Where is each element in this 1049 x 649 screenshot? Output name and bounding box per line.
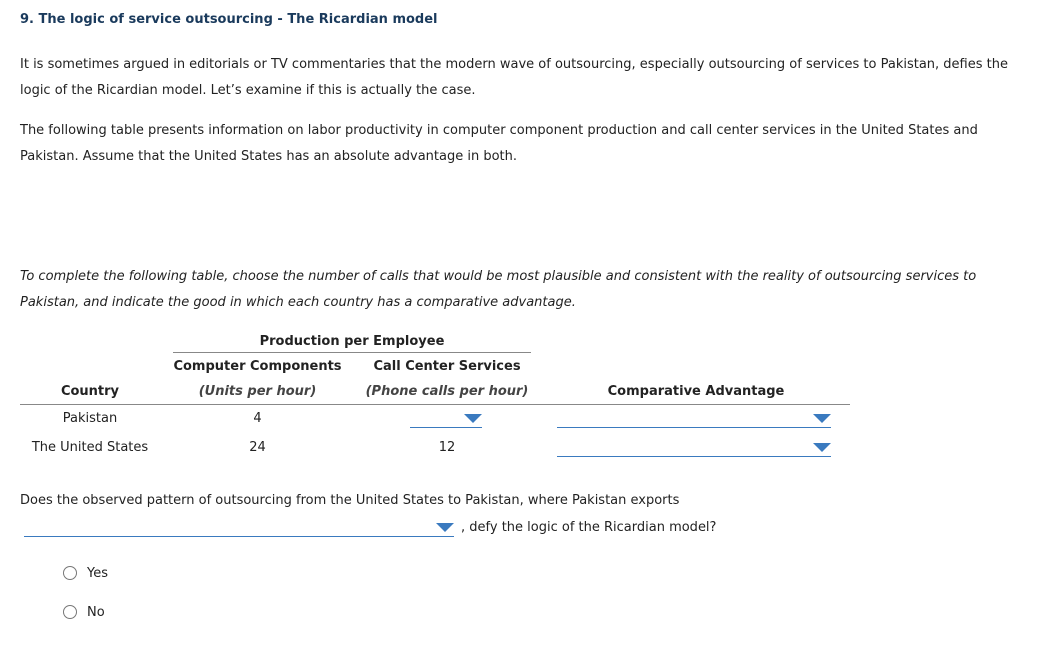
- col-header-country: Country: [60, 384, 120, 399]
- intro-paragraph-1: It is sometimes argued in editorials or TV commentaries that the modern wave of outsourcing, especially outsourcing of services to Pakistan, defies the logic of the Ricardian model. Let’s examine if this is actually the case.: [20, 57, 1008, 98]
- group-header-divider: [173, 352, 531, 353]
- chevron-down-icon: [813, 443, 831, 452]
- question-suffix: , defy the logic of the Ricardian model?: [461, 520, 717, 535]
- computer-cell: 4: [253, 411, 262, 426]
- col-header-calls-unit: (Phone calls per hour): [365, 384, 529, 399]
- group-header-production: Production per Employee: [259, 334, 445, 349]
- radio-label-yes[interactable]: Yes: [87, 566, 108, 581]
- page-title: 9. The logic of service outsourcing - The Ricardian model: [20, 12, 438, 27]
- chevron-down-icon: [464, 414, 482, 423]
- chevron-down-icon: [436, 523, 454, 532]
- radio-label-no[interactable]: No: [87, 605, 105, 620]
- country-cell: The United States: [31, 440, 149, 455]
- export-good-dropdown[interactable]: [24, 520, 454, 537]
- chevron-down-icon: [813, 414, 831, 423]
- country-cell: Pakistan: [62, 411, 118, 426]
- radio-yes[interactable]: [63, 566, 77, 580]
- question-text: Does the observed pattern of outsourcing from the United States to Pakistan, where Pakistan exports: [20, 493, 680, 508]
- col-header-advantage: Comparative Advantage: [607, 384, 785, 399]
- calls-dropdown-pakistan[interactable]: [410, 411, 482, 428]
- col-header-computer: Computer Components: [173, 359, 342, 374]
- instructions-text: To complete the following table, choose the number of calls that would be most plausible and consistent with the reality of outsourcing services to Pakistan, and indicate the good in which each country has a comparative advantage.: [20, 269, 977, 310]
- radio-no[interactable]: [63, 605, 77, 619]
- advantage-dropdown-united-states[interactable]: [557, 440, 831, 457]
- advantage-dropdown-pakistan[interactable]: [557, 411, 831, 428]
- col-header-calls: Call Center Services: [373, 359, 521, 374]
- col-header-computer-unit: (Units per hour): [198, 384, 317, 399]
- calls-cell: 12: [438, 440, 456, 455]
- table-header-divider: [20, 404, 850, 405]
- computer-cell: 24: [249, 440, 266, 455]
- intro-paragraph-2: The following table presents information on labor productivity in computer component production and call center services in the United States and Pakistan. Assume that the United States has an absolute advantage in both.: [20, 123, 978, 164]
